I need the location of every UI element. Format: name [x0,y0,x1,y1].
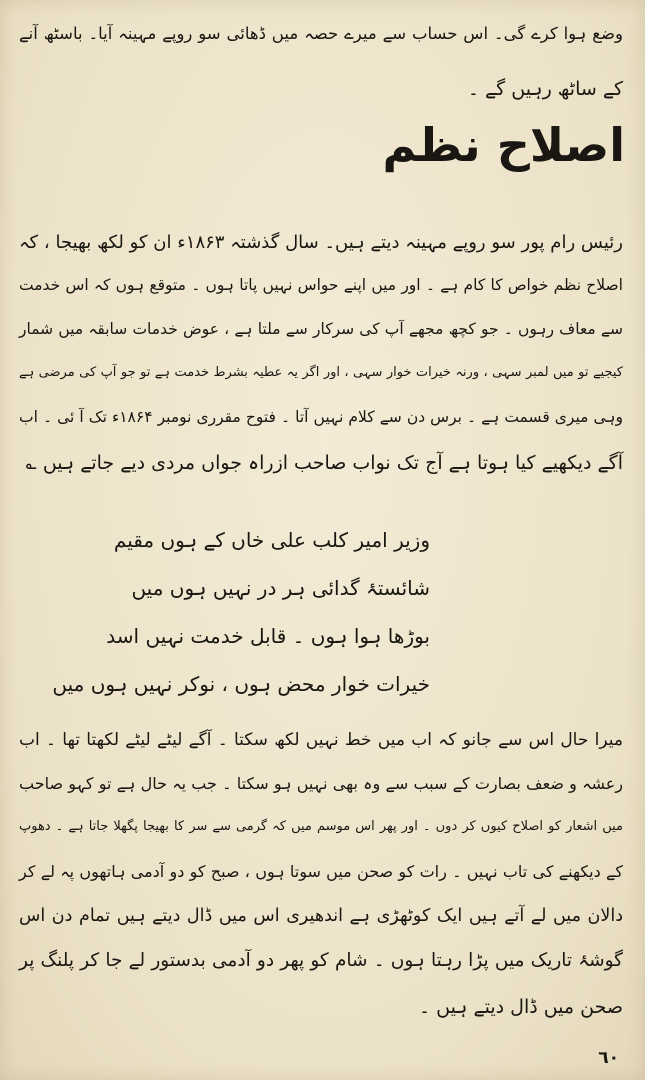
verse-line-4: خیرات خوار محض ہوں ، نوکر نہیں ہوں میں [52,672,430,696]
paragraph-2-line-5: دالان میں لے آتے ہیں ایک کوٹھڑی ہے اندھیری اس میں ڈال دیتے ہیں تمام دن اس [19,906,623,926]
paragraph-2-line-6: گوشۂ تاریک میں پڑا رہتا ہوں ۔ شام کو پھر دو آدمی بدستور لے جا کر پلنگ پر [19,950,623,971]
paragraph-2-line-4: کے دیکھنے کی تاب نہیں ۔ رات کو صحن میں سوتا ہوں ، صبح کو دو آدمی ہاتھوں پہ لے کر [19,862,623,881]
section-title: اصلاح نظم [382,118,625,172]
paragraph-1-line-6: آگے دیکھیے کیا ہوتا ہے آج تک نواب صاحب ازراہ جواں مردی دیے جاتے ہیں ؎ [25,452,623,474]
paragraph-1-line-1: رئیس رام پور سو روپے مہینہ دیتے ہیں۔ سال گذشتہ ۱۸۶۳ء ان کو لکھ بھیجا ، کہ [19,232,624,253]
page-number: ٦٠ [598,1048,619,1068]
intro-line-1: وضع ہوا کرے گی۔ اس حساب سے میرے حصہ میں ڈھائی سو روپے مہینہ آیا۔ باسٹھ آنے [19,24,623,43]
paragraph-1-line-5: وہی میری قسمت ہے ۔ برس دن سے کلام نہیں آتا ۔ فتوح مقرری نومبر ۱۸۶۴ء تک آ ئی ۔ اب [19,408,623,426]
paragraph-2-line-1: میرا حال اس سے جانو کہ اب میں خط نہیں لکھ سکتا ۔ آگے لیٹے لیٹے لکھتا تھا ۔ اب [19,730,623,750]
verse-line-3: بوڑھا ہوا ہوں ۔ قابل خدمت نہیں اسد [106,624,430,648]
paragraph-1-line-2: اصلاح نظم خواص کا کام ہے ۔ اور میں اپنے حواس نہیں پاتا ہوں ۔ متوقع ہوں کہ اس خدمت [19,276,623,294]
paragraph-2-line-3: میں اشعار کو اصلاح کیوں کر دوں ۔ اور پھر اس موسم میں کہ گرمی سے سر کا بھیجا پگھلا جاتا ہے ۔ دھوپ [19,819,623,834]
paragraph-2-line-7: صحن میں ڈال دیتے ہیں ۔ [418,996,623,1018]
verse-line-2: شائستۂ گدائی ہر در نہیں ہوں میں [131,576,430,600]
paragraph-1-line-3: سے معاف رہوں ۔ جو کچھ مجھے آپ کی سرکار سے ملتا ہے ، عوض خدمات سابقہ میں شمار [19,320,623,338]
verse-line-1: وزیر امیر کلب علی خاں کے ہوں مقیم [113,528,430,552]
paragraph-1-line-4: کیجیے تو میں لمبر سہی ، ورنہ خیرات خوار سہی ، اور اگر یہ عطیہ بشرط خدمت ہے تو جو آپ کی مرضی ہے [19,365,623,380]
paragraph-2-line-2: رعشہ و ضعف بصارت کے سبب سے وہ بھی نہیں ہو سکتا ۔ جب یہ حال ہے تو کہو صاحب [19,774,623,793]
intro-line-2: کے ساٹھ رہیں گے ۔ [467,78,623,100]
